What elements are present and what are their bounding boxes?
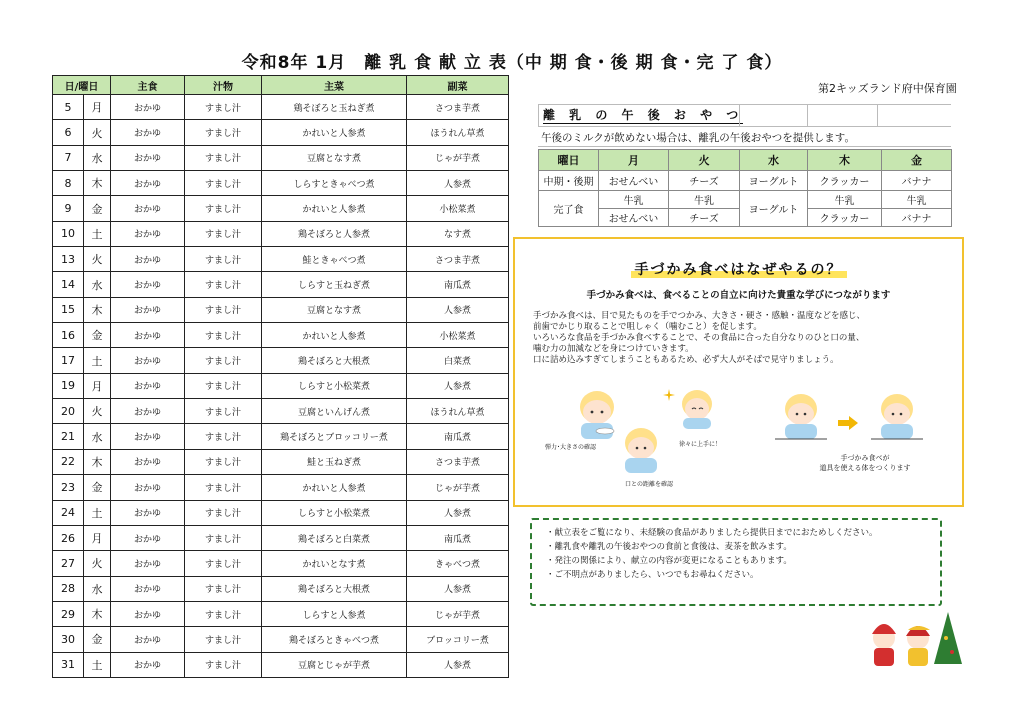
snack-cell: チーズ (669, 171, 740, 191)
staple-cell: おかゆ (111, 551, 185, 576)
table-row (53, 500, 509, 525)
soup-cell: すまし汁 (185, 652, 262, 677)
side-dish-cell: さつま芋煮 (407, 95, 509, 120)
hand-body-line: いろいろな食品を手づかみ食べすることで、その食品に合った自分なりのひと口の量、 (533, 333, 865, 343)
main-dish-cell: しらすと小松菜煮 (262, 500, 407, 525)
soup-cell: すまし汁 (185, 247, 262, 272)
main-dish-cell: かれいと人参煮 (262, 196, 407, 221)
note-item: ・ 献立表をご覧になり、未経験の食品がありましたら提供日までにおためしください。 (546, 526, 940, 540)
dow-cell: 金 (84, 475, 111, 500)
dow-cell: 火 (84, 399, 111, 424)
table-row (53, 475, 509, 500)
hand-heading-text: 手づかみ食べはなぜやるの？ (631, 262, 847, 278)
snack-header-thu: 木 (808, 150, 882, 171)
table-row (53, 424, 509, 449)
snack-cell: クラッカー (808, 209, 882, 227)
side-dish-cell: 小松菜煮 (407, 196, 509, 221)
soup-cell: すまし汁 (185, 221, 262, 246)
snack-cell: ヨーグルト (740, 191, 808, 227)
day-cell: 24 (53, 500, 84, 525)
hand-heading (515, 259, 962, 279)
dow-cell: 月 (84, 95, 111, 120)
day-cell: 21 (53, 424, 84, 449)
side-dish-cell: 人参煮 (407, 297, 509, 322)
snack-title-row (538, 104, 951, 127)
header-date: 日/曜日 (53, 76, 111, 95)
dow-cell: 土 (84, 500, 111, 525)
soup-cell: すまし汁 (185, 424, 262, 449)
menu-table (52, 75, 509, 678)
soup-cell: すまし汁 (185, 196, 262, 221)
side-dish-cell: きゃべつ煮 (407, 551, 509, 576)
table-row (53, 551, 509, 576)
side-dish-cell: 小松菜煮 (407, 323, 509, 348)
soup-cell: すまし汁 (185, 373, 262, 398)
dow-cell: 火 (84, 551, 111, 576)
table-row (53, 272, 509, 297)
dow-cell: 金 (84, 627, 111, 652)
snack-title-cell (739, 105, 740, 126)
soup-cell: すまし汁 (185, 576, 262, 601)
staple-cell: おかゆ (111, 323, 185, 348)
staple-cell: おかゆ (111, 272, 185, 297)
soup-cell: すまし汁 (185, 171, 262, 196)
header-staple: 主食 (111, 76, 185, 95)
hand-body-line: 手づかみ食べは、目で見たものを手でつかみ、大きさ・硬さ・感触・温度などを感じ、 (533, 311, 866, 321)
soup-cell: すまし汁 (185, 323, 262, 348)
soup-cell: すまし汁 (185, 297, 262, 322)
notes-box (530, 518, 942, 606)
day-cell: 23 (53, 475, 84, 500)
day-cell: 28 (53, 576, 84, 601)
snack-header-row (539, 150, 952, 171)
day-cell: 29 (53, 601, 84, 626)
day-cell: 26 (53, 525, 84, 550)
main-dish-cell: 鶏そぼろと人参煮 (262, 221, 407, 246)
snack-header-mon: 月 (599, 150, 669, 171)
soup-cell: すまし汁 (185, 348, 262, 373)
staple-cell: おかゆ (111, 95, 185, 120)
hand-subheading: 手づかみ食べは、食べることの自立に向けた貴重な学びにつながります (586, 290, 891, 301)
caption-elasticity: 弾力･大きさの確認 (545, 444, 597, 451)
main-dish-cell: 鶏そぼろと白菜煮 (262, 525, 407, 550)
dow-cell: 金 (84, 196, 111, 221)
dow-cell: 木 (84, 171, 111, 196)
side-dish-cell: 白菜煮 (407, 348, 509, 373)
table-row (53, 449, 509, 474)
dow-cell: 月 (84, 373, 111, 398)
table-row (53, 145, 509, 170)
snack-label: 完了食 (539, 191, 599, 227)
table-row (53, 576, 509, 601)
dow-cell: 土 (84, 652, 111, 677)
side-dish-cell: 人参煮 (407, 373, 509, 398)
caption-distance: 口との距離を確認 (625, 481, 674, 488)
day-cell: 31 (53, 652, 84, 677)
day-cell: 14 (53, 272, 84, 297)
table-row (53, 120, 509, 145)
snack-table (538, 149, 952, 227)
snack-cell: チーズ (669, 209, 740, 227)
day-cell: 27 (53, 551, 84, 576)
table-row (53, 95, 509, 120)
side-dish-cell: さつま芋煮 (407, 247, 509, 272)
staple-cell: おかゆ (111, 145, 185, 170)
divider (538, 146, 951, 147)
soup-cell: すまし汁 (185, 525, 262, 550)
snack-cell: 牛乳 (599, 191, 669, 209)
header-main: 主菜 (262, 76, 407, 95)
baby-happy-illustration (675, 386, 719, 430)
staple-cell: おかゆ (111, 627, 185, 652)
staple-cell: おかゆ (111, 247, 185, 272)
main-dish-cell: かれいとなす煮 (262, 551, 407, 576)
staple-cell: おかゆ (111, 171, 185, 196)
main-dish-cell: しらすと小松菜煮 (262, 373, 407, 398)
table-row (53, 196, 509, 221)
main-dish-cell: 豆腐とじゃが芋煮 (262, 652, 407, 677)
table-row (53, 221, 509, 246)
snack-note: 午後のミルクが飲めない場合は、離乳の午後おやつを提供します。 (541, 132, 855, 144)
note-item: ・ 発注の関係により、献立の内容が変更になることもあります。 (546, 554, 940, 568)
staple-cell: おかゆ (111, 297, 185, 322)
day-cell: 17 (53, 348, 84, 373)
snack-cell: ヨーグルト (740, 171, 808, 191)
table-row (53, 627, 509, 652)
menu-body (53, 95, 509, 678)
dow-cell: 月 (84, 525, 111, 550)
dow-cell: 木 (84, 297, 111, 322)
staple-cell: おかゆ (111, 475, 185, 500)
side-dish-cell: 南瓜煮 (407, 525, 509, 550)
holiday-decoration-illustration (866, 608, 966, 668)
table-row (53, 399, 509, 424)
main-dish-cell: 豆腐となす煮 (262, 297, 407, 322)
soup-cell: すまし汁 (185, 145, 262, 170)
side-dish-cell: 人参煮 (407, 171, 509, 196)
header-side: 副菜 (407, 76, 509, 95)
main-dish-cell: 鶏そぼろとブロッコリー煮 (262, 424, 407, 449)
snack-header-fri: 金 (882, 150, 952, 171)
snack-header-wed: 水 (740, 150, 808, 171)
snack-cell: クラッカー (808, 171, 882, 191)
snack-cell: バナナ (882, 171, 952, 191)
staple-cell: おかゆ (111, 424, 185, 449)
soup-cell: すまし汁 (185, 601, 262, 626)
main-dish-cell: 鶏そぼろと大根煮 (262, 348, 407, 373)
staple-cell: おかゆ (111, 652, 185, 677)
side-dish-cell: 人参煮 (407, 576, 509, 601)
snack-row-mid-late (539, 171, 952, 191)
day-cell: 15 (53, 297, 84, 322)
day-cell: 20 (53, 399, 84, 424)
hand-body-line: 噛む力の加減などを身につけていきます。 (533, 344, 694, 354)
soup-cell: すまし汁 (185, 399, 262, 424)
staple-cell: おかゆ (111, 196, 185, 221)
snack-cell: おせんべい (599, 171, 669, 191)
baby-spoon-illustration (615, 423, 667, 475)
main-dish-cell: 鶏そぼろと大根煮 (262, 576, 407, 601)
table-row (53, 652, 509, 677)
day-cell: 9 (53, 196, 84, 221)
snack-title-cell (877, 105, 878, 126)
dow-cell: 水 (84, 145, 111, 170)
dow-cell: 木 (84, 449, 111, 474)
sparkle-icon (663, 389, 675, 401)
main-dish-cell: 鮭と玉ねぎ煮 (262, 449, 407, 474)
hand-body (533, 311, 953, 366)
dow-cell: 水 (84, 576, 111, 601)
side-dish-cell: さつま芋煮 (407, 449, 509, 474)
day-cell: 10 (53, 221, 84, 246)
main-dish-cell: 豆腐といんげん煮 (262, 399, 407, 424)
dow-cell: 土 (84, 221, 111, 246)
staple-cell: おかゆ (111, 373, 185, 398)
main-dish-cell: しらすときゃべつ煮 (262, 171, 407, 196)
dow-cell: 火 (84, 247, 111, 272)
soup-cell: すまし汁 (185, 120, 262, 145)
snack-title: 離 乳 の 午 後 お や つ (543, 108, 744, 122)
caption-improve: 徐々に上手に！ (679, 441, 722, 448)
day-cell: 5 (53, 95, 84, 120)
side-dish-cell: 人参煮 (407, 500, 509, 525)
main-dish-cell: しらすと人参煮 (262, 601, 407, 626)
note-item: ・ 離乳食や離乳の午後おやつの食前と食後は、麦茶を飲みます。 (546, 540, 940, 554)
snack-header-tue: 火 (669, 150, 740, 171)
caption-tools-line: 手づかみ食べが (840, 454, 890, 462)
side-dish-cell: ほうれん草煮 (407, 399, 509, 424)
staple-cell: おかゆ (111, 500, 185, 525)
dow-cell: 木 (84, 601, 111, 626)
side-dish-cell: じゃが芋煮 (407, 601, 509, 626)
caption-tools-line: 道具を使える体をつくります (819, 464, 911, 472)
staple-cell: おかゆ (111, 399, 185, 424)
day-cell: 22 (53, 449, 84, 474)
staple-cell: おかゆ (111, 221, 185, 246)
dow-cell: 水 (84, 424, 111, 449)
side-dish-cell: 南瓜煮 (407, 424, 509, 449)
main-dish-cell: 豆腐となす煮 (262, 145, 407, 170)
menu-header-row (53, 76, 509, 95)
side-dish-cell: 人参煮 (407, 652, 509, 677)
day-cell: 13 (53, 247, 84, 272)
day-cell: 7 (53, 145, 84, 170)
snack-label: 中期・後期 (539, 171, 599, 191)
staple-cell: おかゆ (111, 525, 185, 550)
snack-cell: 牛乳 (808, 191, 882, 209)
table-row (53, 247, 509, 272)
table-row (53, 601, 509, 626)
note-item: ・ ご不明点がありましたら、いつでもお尋ねください。 (546, 568, 940, 582)
snack-cell: おせんべい (599, 209, 669, 227)
baby-grab-illustration (775, 389, 827, 441)
hand-body-line: 前歯でかじり取ることで咀しゃく（噛むこと）を促します。 (533, 322, 762, 332)
snack-cell: 牛乳 (882, 191, 952, 209)
hand-eating-panel (513, 237, 964, 507)
side-dish-cell: ほうれん草煮 (407, 120, 509, 145)
soup-cell: すまし汁 (185, 551, 262, 576)
side-dish-cell: じゃが芋煮 (407, 475, 509, 500)
main-dish-cell: かれいと人参煮 (262, 475, 407, 500)
staple-cell: おかゆ (111, 348, 185, 373)
day-cell: 16 (53, 323, 84, 348)
soup-cell: すまし汁 (185, 272, 262, 297)
main-dish-cell: 鶏そぼろと玉ねぎ煮 (262, 95, 407, 120)
day-cell: 19 (53, 373, 84, 398)
staple-cell: おかゆ (111, 449, 185, 474)
table-row (53, 297, 509, 322)
side-dish-cell: 南瓜煮 (407, 272, 509, 297)
staple-cell: おかゆ (111, 576, 185, 601)
dow-cell: 火 (84, 120, 111, 145)
soup-cell: すまし汁 (185, 500, 262, 525)
main-dish-cell: しらすと玉ねぎ煮 (262, 272, 407, 297)
nursery-name: 第2キッズランド府中保育園 (818, 82, 957, 95)
side-dish-cell: なす煮 (407, 221, 509, 246)
staple-cell: おかゆ (111, 601, 185, 626)
side-dish-cell: ブロッコリー煮 (407, 627, 509, 652)
soup-cell: すまし汁 (185, 95, 262, 120)
main-dish-cell: かれいと人参煮 (262, 323, 407, 348)
snack-title-cell (807, 105, 808, 126)
table-row (53, 323, 509, 348)
snack-cell: バナナ (882, 209, 952, 227)
main-dish-cell: 鶏そぼろときゃべつ煮 (262, 627, 407, 652)
staple-cell: おかゆ (111, 120, 185, 145)
snack-cell: 牛乳 (669, 191, 740, 209)
day-cell: 30 (53, 627, 84, 652)
dow-cell: 土 (84, 348, 111, 373)
dow-cell: 水 (84, 272, 111, 297)
soup-cell: すまし汁 (185, 449, 262, 474)
table-row (53, 348, 509, 373)
main-dish-cell: かれいと人参煮 (262, 120, 407, 145)
snack-row-complete (539, 191, 952, 209)
dow-cell: 金 (84, 323, 111, 348)
table-row (53, 373, 509, 398)
day-cell: 8 (53, 171, 84, 196)
table-row (53, 171, 509, 196)
table-row (53, 525, 509, 550)
caption-tools (805, 453, 925, 473)
soup-cell: すまし汁 (185, 475, 262, 500)
soup-cell: すまし汁 (185, 627, 262, 652)
hand-body-line: 口に詰め込みすぎてしまうこともあるため、必ず大人がそばで見守りましょう。 (533, 355, 839, 365)
page-title: 令和8年 1月 離 乳 食 献 立 表（中 期 食・後 期 食・完 了 食） (241, 53, 783, 73)
header-soup: 汁物 (185, 76, 262, 95)
snack-header-dow: 曜日 (539, 150, 599, 171)
arrow-right-icon (837, 415, 859, 431)
baby-spoon-skill-illustration (871, 389, 923, 441)
side-dish-cell: じゃが芋煮 (407, 145, 509, 170)
day-cell: 6 (53, 120, 84, 145)
main-dish-cell: 鮭ときゃべつ煮 (262, 247, 407, 272)
